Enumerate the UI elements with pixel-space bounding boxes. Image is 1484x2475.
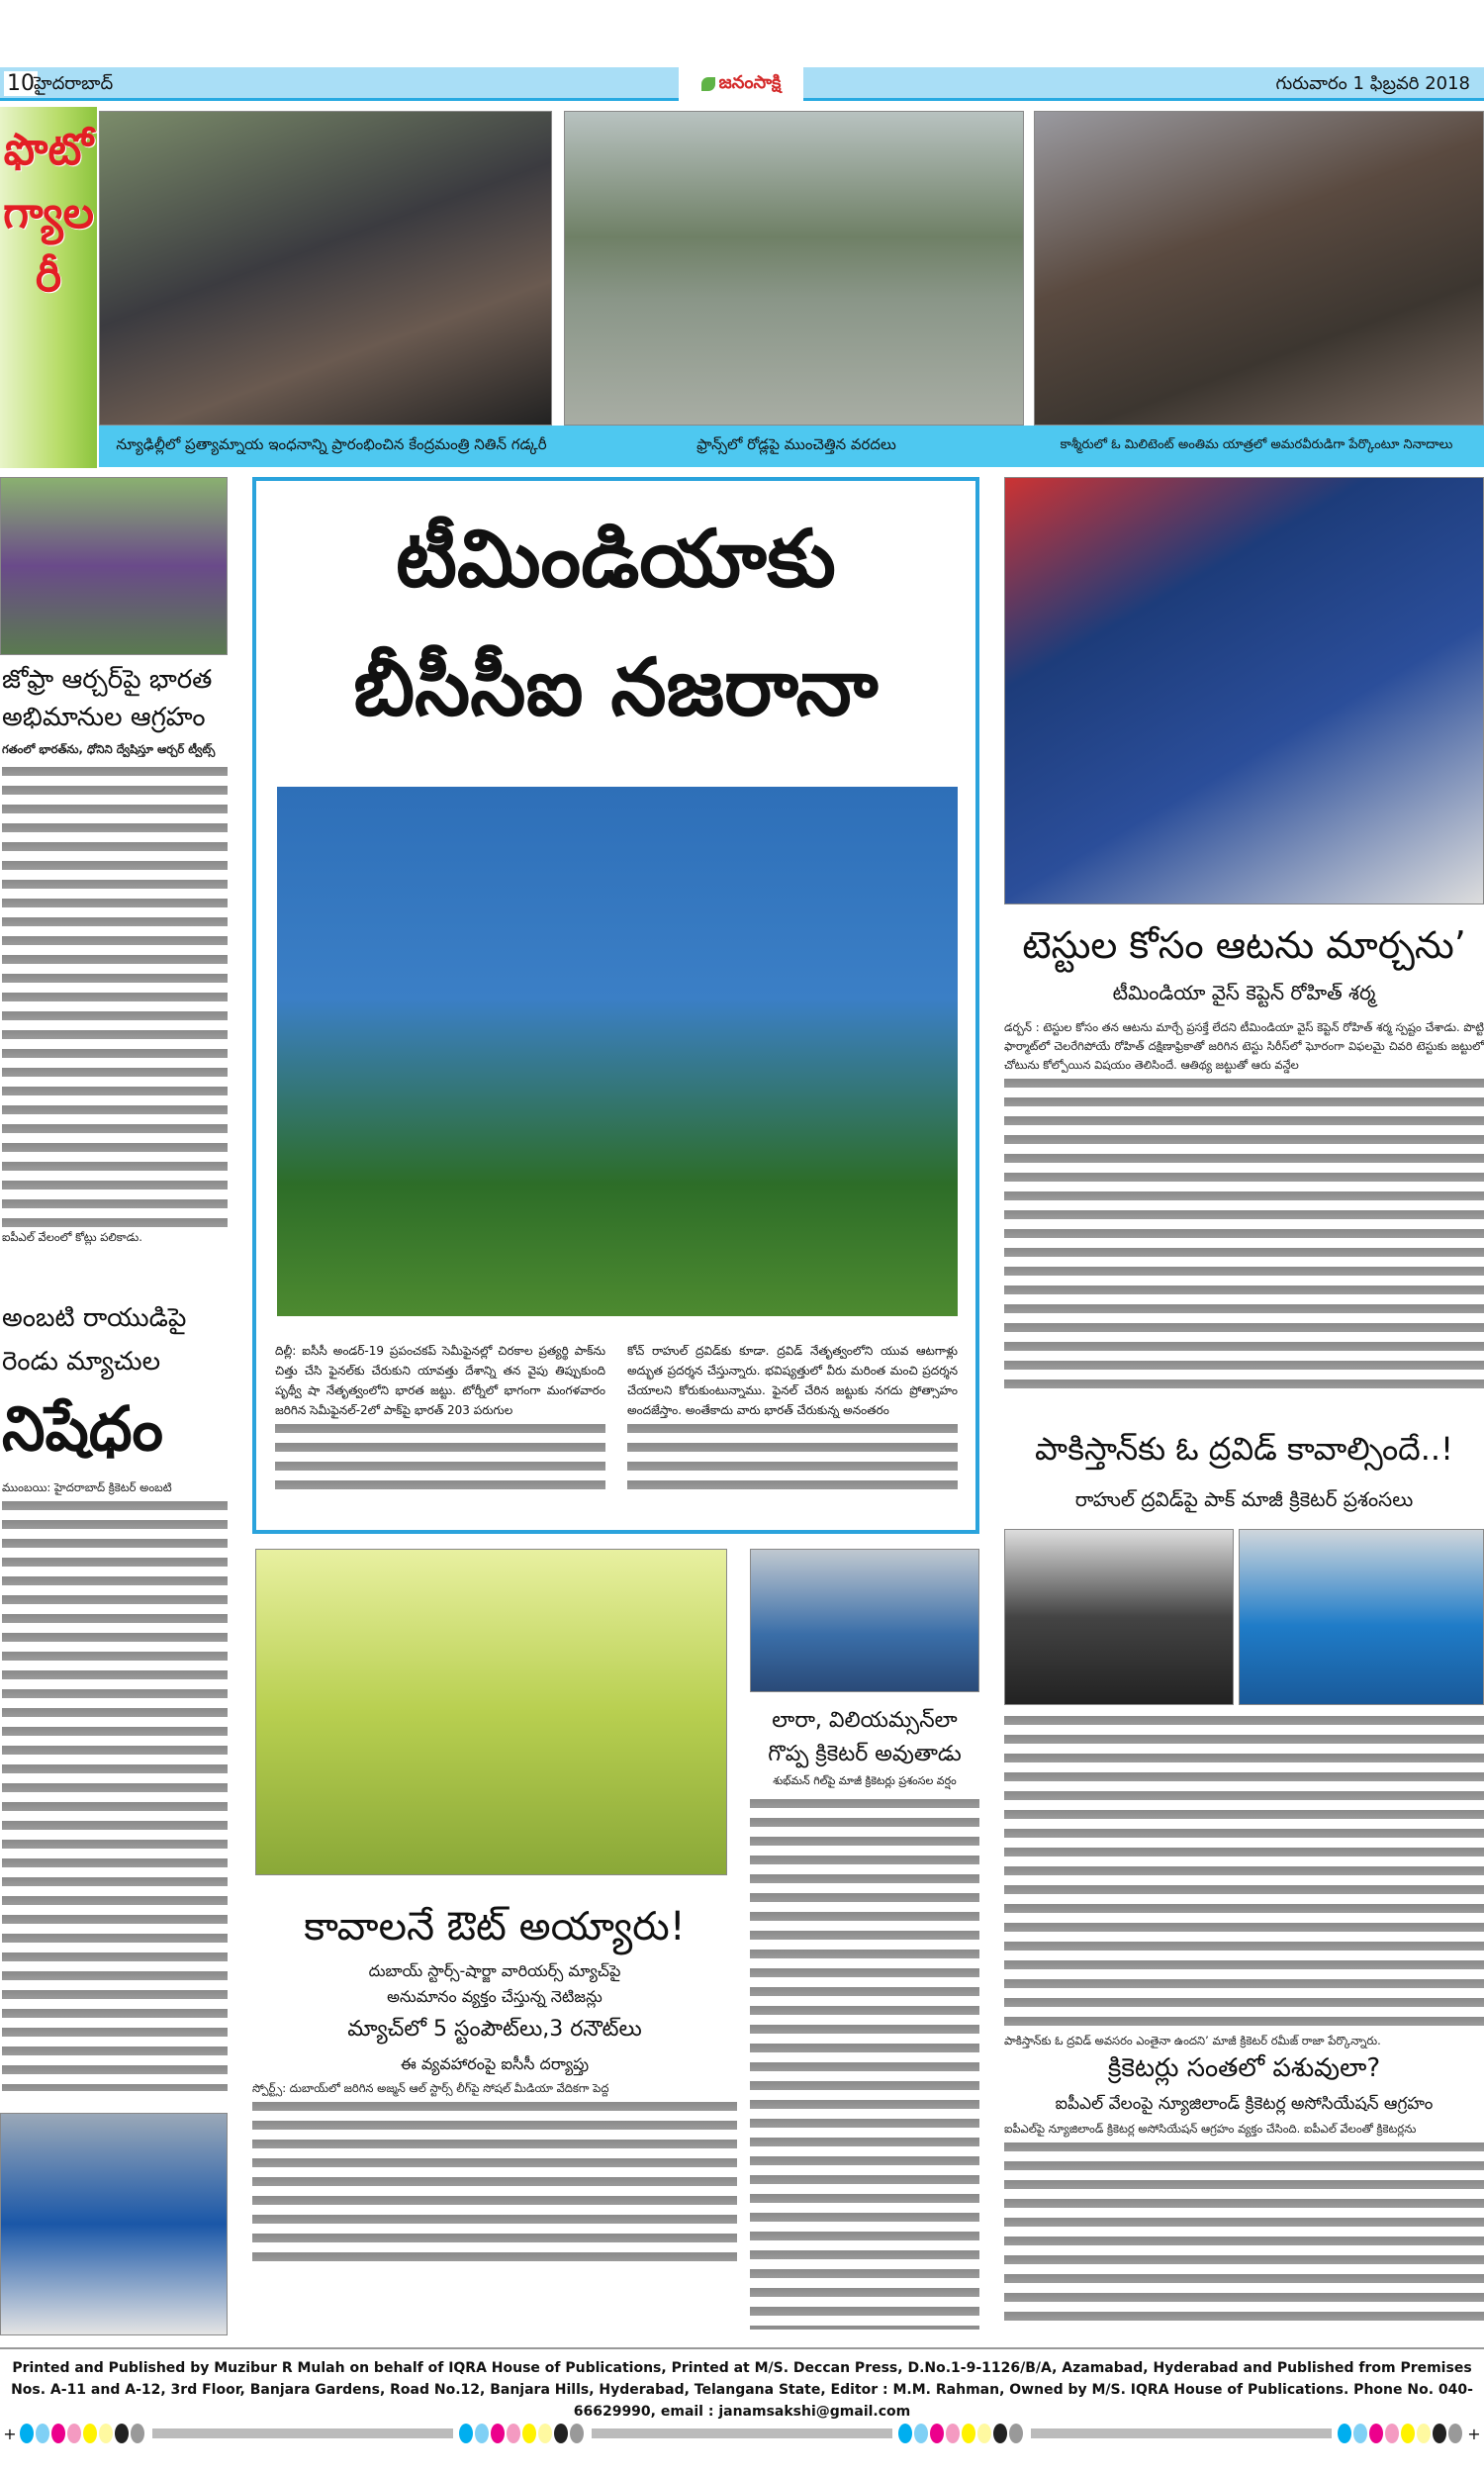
gallery-caption: ఫ్రాన్స్‌లో రోడ్లపై ముంచెత్తిన వరదలు xyxy=(696,435,896,453)
rayudu-story xyxy=(2,1296,228,2091)
headline: క్రికెటర్లు సంతలో పశువులా? xyxy=(1107,2053,1381,2083)
subheadline: ఐపీఎల్ వేలంపై న్యూజిలాండ్ క్రికెటర్ల అసోసియేషన్ ఆగ్రహం xyxy=(1055,2094,1434,2114)
headline: పాకిస్తాన్‌కు ఓ ద్రవిడ్ కావాల్సిందే..! xyxy=(1035,1430,1453,1468)
headline: నిషేధం xyxy=(2,1392,163,1465)
archer-story xyxy=(2,661,228,1247)
issue-date: గురువారం 1 ఫిబ్రవరి 2018 xyxy=(1275,73,1470,94)
page-number: 10 xyxy=(4,71,38,96)
gallery-photo-gadkari xyxy=(99,111,552,426)
gallery-photo-france-floods xyxy=(564,111,1024,426)
lead: డర్బన్ : టెస్టుల కోసం తన ఆటను మార్చే ప్రసక్తే లేదని టీమిండియా వైస్ కెప్టెన్ రోహిత్ శర్మ స్పష్టం చేశాడు. పొట్టి ఫార్మాట్‌లో చెలరేగిపోయే రోహిత్ దక్షిణాఫ్రికాతో జరిగిన టెస్టు సిరీస్‌లో ఘోరంగా విఫలమై చివరి టెస్టుకు జట్టులో చోటును కోల్పోయిన విషయం తెలిసిందే. ఆతిథ్య జట్టుతో ఆరు వన్డేల xyxy=(1004,1020,1484,1072)
subheadline: శుభ్‌మన్ గిల్‌పై మాజీ క్రికెటర్లు ప్రశంసల వర్షం xyxy=(773,1774,957,1787)
headline: టెస్టుల కోసం ఆటను మార్చను’ xyxy=(1022,923,1466,967)
gallery-caption: కాశ్మీరులో ఓ మిలిటెంట్ అంతిమ యాత్రలో అమరవీరుడిగా పేర్కొంటూ నినాదాలు xyxy=(1060,437,1453,452)
article-body-text xyxy=(1004,1075,1484,1391)
photo-india-u19-celebration xyxy=(277,787,958,1316)
photo-ambati-rayudu xyxy=(0,2113,228,2335)
article-body-text xyxy=(275,1420,605,1499)
article-body-text xyxy=(2,1497,228,2091)
dravid-story xyxy=(1004,1420,1484,1521)
headline: లారా, విలియమ్సన్‌లా గొప్ప క్రికెటర్ అవుతాడు xyxy=(768,1708,962,1766)
article-end: ఐపీఎల్ వేలంలో కోట్లు పలికాడు. xyxy=(2,1230,142,1244)
nz-cricketers-story xyxy=(1004,2047,1484,2327)
logo-text: జనంసాక్షి xyxy=(718,71,782,93)
photo-rahul-dravid xyxy=(1239,1529,1484,1705)
subheadline: రాహుల్ ద్రవిడ్‌పై పాక్ మాజీ క్రికెటర్ ప్రశంసలు xyxy=(1074,1487,1414,1511)
photo-stumping xyxy=(255,1549,727,1875)
photo-jofra-archer xyxy=(0,477,228,655)
lead: స్పోర్ట్స్: దుబాయ్‌లో జరిగిన అజ్మన్ ఆల్ స్టార్స్ లీగ్‌పై సోషల్ మీడియా వేదికగా పెద్ద xyxy=(252,2081,609,2095)
imprint-line: Printed and Published by Muzibur R Mulah on behalf of IQRA House of Publications, Printed at M/S. Deccan Press, D.No.1-9-1126/B/A, Azamabad, Hyderabad and Published from Premises Nos. A-11 and A-12, 3rd Floor, Banjara Gardens, Road No.12, Banjara Hills, Hyderabad, Telangana State, Editor : M.M. Rahman, Owned by M/S. IQRA House of Publications. Phone No. 040-66629990, email : janamsakshi@gmail.com xyxy=(0,2347,1484,2423)
article-body-text xyxy=(1004,2139,1484,2327)
gill-story xyxy=(750,1704,979,2330)
body-paragraph: దిల్లీ: ఐసీసీ అండర్‌-19 ప్రపంచకప్ సెమీఫైనల్లో చిరకాల ప్రత్యర్థి పాక్‌ను చిత్తు చేసి ఫైనల్‌కు చేరుకుని యావత్తు దేశాన్ని తన వైపు తిప్పుకుంది పృథ్వీ షా నేతృత్వంలోని భారత జట్టు. టోర్నీలో భాగంగా మంగళవారం జరిగిన సెమీఫైనల్‌-2లో పాక్‌పై భారత్ 203 పరుగుల xyxy=(275,1344,605,1417)
photo-shubman-gill xyxy=(750,1549,979,1692)
kicker: రెండు మ్యాచుల xyxy=(2,1347,161,1377)
article-body-text xyxy=(2,763,228,1228)
color-registration-marks: + + xyxy=(3,2424,1481,2443)
lead: ముంబయి: హైదరాబాద్ క్రికెటర్ అంబటి xyxy=(2,1480,172,1494)
lead-headline xyxy=(252,495,979,752)
subheadline: అనుమానం వ్యక్తం చేస్తున్న నెటిజన్లు xyxy=(387,1987,603,2006)
headline: కావాలనే ఔట్ అయ్యారు! xyxy=(304,1904,686,1950)
rohit-story xyxy=(1004,915,1484,1391)
lead: గతంలో భారత్‌ను, ధోనిని ద్వేషిస్తూ ఆర్చర్ ట్వీట్స్ xyxy=(2,742,216,756)
article-body-text xyxy=(252,2098,737,2266)
gallery-photo-kashmir xyxy=(1034,111,1484,426)
newspaper-logo xyxy=(679,65,803,103)
headline: జోఫ్రా ఆర్చర్‌పై భారత అభిమానుల ఆగ్రహం xyxy=(2,665,213,732)
subheadline: టీమిండియా వైస్ కెప్టెన్ రోహిత్ శర్మ xyxy=(1112,981,1376,1004)
lead-headline-line: టీమిండియాకు xyxy=(396,513,836,605)
subheadline: మ్యాచ్‌లో 5 స్టంపౌట్‌లు,3 రనౌట్‌లు xyxy=(347,2017,642,2042)
subheadline: ఈ వ్యవహారంపై ఐసీసీ దర్యాప్తు xyxy=(400,2054,590,2073)
photo-ramiz-raja xyxy=(1004,1529,1234,1705)
lead-story-body xyxy=(275,1341,958,1499)
article-body-text xyxy=(1004,1712,1484,2032)
lead: ఐపీఎల్‌పై న్యూజిలాండ్ క్రికెటర్ల అసోసియేషన్ ఆగ్రహం వ్యక్తం చేసింది. ఐపీఎల్ వేలంతో క్రికెటర్లను xyxy=(1004,2122,1417,2136)
body-paragraph: కోచ్ రాహుల్ ద్రవిడ్‌కు కూడా. ద్రవిడ్ నేతృత్వంలోని యువ ఆటగాళ్లు అద్భుత ప్రదర్శన చేస్తున్నారు. భవిష్యత్తులో వీరు మరింత మంచి ప్రదర్శన చేయాలని కోరుకుంటున్నాము. ఫైనల్ చేరిన జట్టుకు నగదు ప్రోత్సాహం అందజేస్తాం. అంతేకాదు వారు భారత్ చేరుకున్న అనంతరం xyxy=(627,1344,958,1417)
leaf-icon xyxy=(701,77,715,91)
lead-headline-line: బీసీసీఐ నజరానా xyxy=(353,641,879,733)
photo-rohit-sharma xyxy=(1004,477,1484,904)
article-end: పాకిస్తాన్‌కు ఓ ద్రవిడ్ అవసరం ఎంతైనా ఉందని’ మాజీ క్రికెటర్ రమీజ్ రాజా పేర్కొన్నారు. xyxy=(1004,2034,1381,2047)
gallery-caption: న్యూఢిల్లీలో ప్రత్యామ్నాయ ఇంధనాన్ని ప్రారంభించిన కేంద్రమంత్రి నితిన్ గడ్కరీ xyxy=(116,435,547,453)
edition-city: హైదరాబాద్ xyxy=(34,73,114,94)
article-body-text xyxy=(750,1795,979,2330)
dravid-story-body xyxy=(1004,1712,1484,2050)
ajman-league-story xyxy=(252,1895,737,2266)
gallery-caption-band xyxy=(99,426,1484,467)
photo-gallery-label: ఫొటో గ్యాలరీ xyxy=(3,125,94,302)
article-body-text xyxy=(627,1420,958,1499)
kicker: అంబటి రాయుడిపై xyxy=(2,1303,187,1333)
subheadline: దుబాయ్ స్టార్స్-షార్జా వారియర్స్ మ్యాచ్‌పై xyxy=(368,1961,621,1980)
